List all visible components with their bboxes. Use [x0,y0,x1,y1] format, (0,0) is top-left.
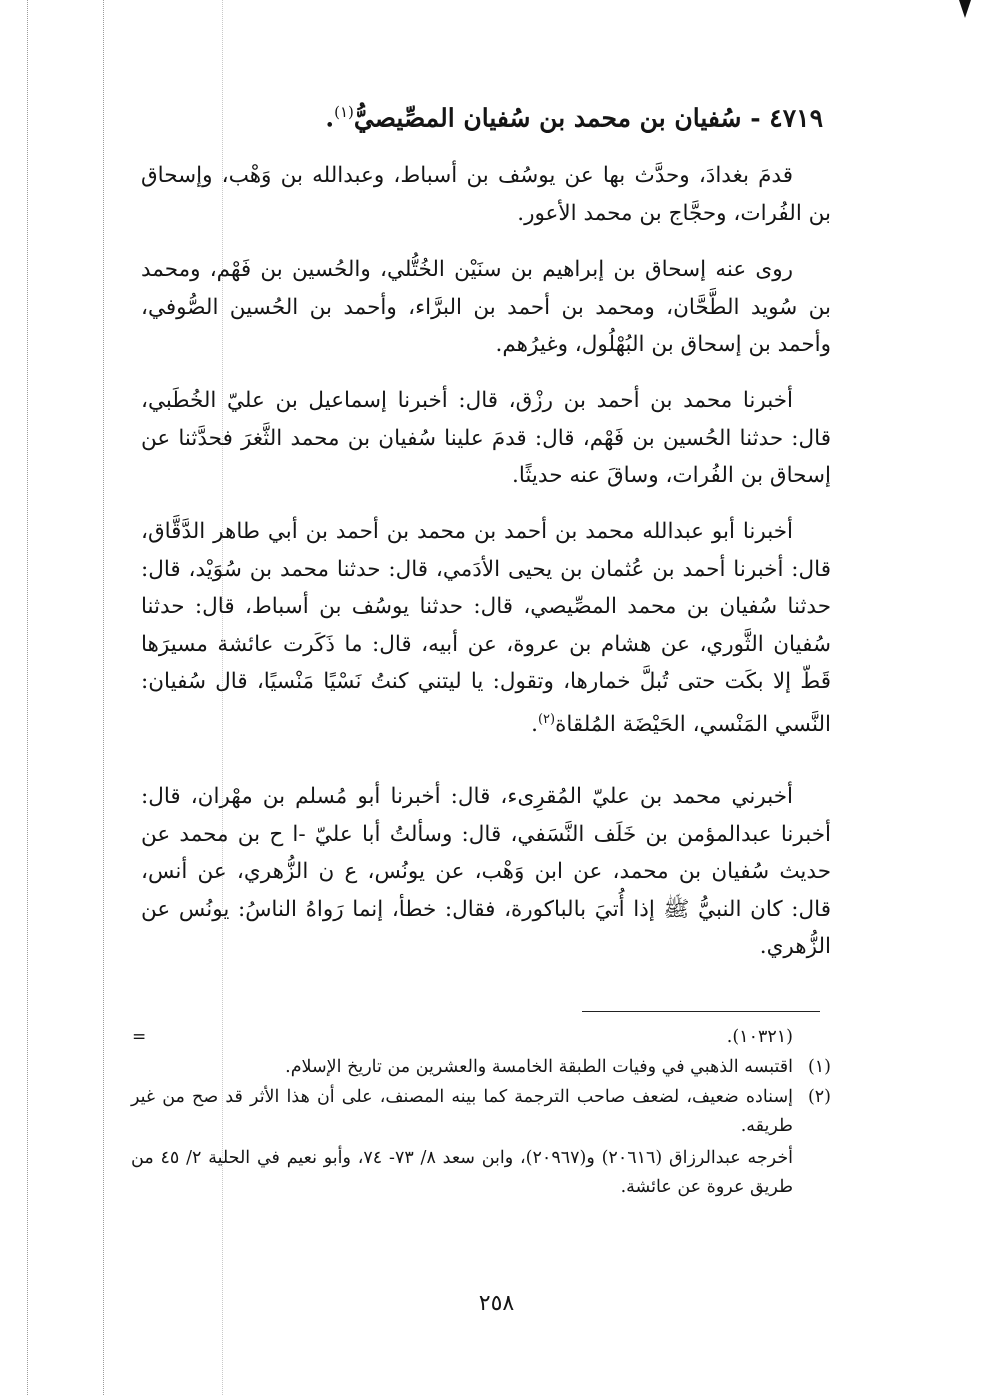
footnote-continuation-mark: = [132,1027,147,1047]
footnote-2 [131,1083,831,1141]
footnote-continuation-spacer [793,1023,831,1052]
paragraph-4 [141,513,831,743]
footnote-text: اقتبسه الذهبي في وفيات الطبقة الخامسة والعشرين من تاريخ الإسلام. [285,1057,793,1077]
entry-heading [133,92,823,138]
scan-artifact-line [27,0,28,1395]
footnote-number: (٢) [807,1087,831,1107]
paragraph-4-footnote-ref: (٢) [537,711,556,727]
footnotes [131,1023,831,1202]
paragraph-3: أخبرنا محمد بن أحمد بن رزْق، قال: أخبرنا إسماعيل بن عليّ الخُطَبي، قال: حدثنا الحُسين بن فَهْم، قال: قدمَ علينا سُفيان بن محمد الثَّغرَ فحدَّثنا عن إسحاق بن الفُرات، وساقَ عنه حديثًا. [141,388,831,488]
footnote-text: إسناده ضعيف، لضعف صاحب الترجمة كما بينه المصنف، على أن هذا الأثر قد صح من غير طريقه. [131,1087,793,1136]
paragraph-4-text: أخبرنا أبو عبدالله محمد بن أحمد بن محمد بن أحمد بن أبي طاهر الدَّقَّاق، قال: أخبرنا أحمد بن عُثمان بن يحيى الأدَمي، قال: حدثنا محمد بن سُوَيْد، قال: حدثنا سُفيان بن محمد المصِّيصي، قال: حدثنا يوسُف بن أسباط، قال: حدثنا سُفيان الثَّوري، عن هشام بن عروة، عن أبيه، قال: ما ذَكَرت عائشة مسيرَها قَطّ إلا بكَت حتى تُبلَّ خمارها، وتقول: يا ليتني كنتُ نَسْيًا مَنْسيًا، قال سُفيان: النَّسي المَنْسي، الحَيْضَة المُلقاة [141,519,831,737]
footnote-1 [131,1053,831,1082]
paragraph-2: روى عنه إسحاق بن إبراهيم بن سنَيْن الخُتُّلي، والحُسين بن فَهْم، ومحمد بن سُويد الطَّحَّان، ومحمد بن أحمد بن البرَّاء، وأحمد بن الحُسين الصُّوفي، وأحمد بن إسحاق بن البُهْلُول، وغيرُهم. [141,257,831,357]
heading-footnote-ref: (١) [334,103,354,121]
footnote-number: (١) [807,1057,831,1077]
heading-end: . [325,103,335,133]
paragraph-4-end: . [531,711,538,737]
page-number: ٢٥٨ [478,1291,515,1316]
paragraph-1: قدمَ بغدادَ، وحدَّث بها عن يوسُف بن أسباط، وعبدالله بن وَهْب، وإسحاق بن الفُرات، وحجَّاج بن محمد الأعور. [141,163,831,226]
footnote-continuation-text: (١٠٣٢١). [726,1027,793,1047]
footnote-separator [582,1011,820,1012]
scan-corner-mark [959,0,971,18]
entry-heading-text: ٤٧١٩ - سُفيان بن محمد بن سُفيان المصِّيصيُّ [353,103,823,133]
footnote-continuation [131,1023,831,1052]
paragraph-5: أخبرني محمد بن عليّ المُقرِىء، قال: أخبرنا أبو مُسلم بن مهْران، قال: أخبرنا عبدالمؤمن بن خَلَف النَّسَفي، قال: وسألتُ أبا عليّ -ا ح بن محمد عن حديث سُفيان بن محمد، عن ابن وَهْب، عن يونُس، ع ن الزُّهري، عن أنس، قال: كان النبيُّ ﷺ إذا أُتيَ بالباكورة، فقال: خطأ، إنما رَواهُ الناسُ: يونُس عن الزُّهري. [141,784,831,959]
footnote-2-extra: أخرجه عبدالرزاق (٢٠٦١٦) و(٢٠٩٦٧)، وابن سعد ٨/ ٧٣- ٧٤، وأبو نعيم في الحلية ٢/ ٤٥ من طريق عروة عن عائشة. [131,1148,794,1197]
scan-artifact-line [103,0,104,1395]
